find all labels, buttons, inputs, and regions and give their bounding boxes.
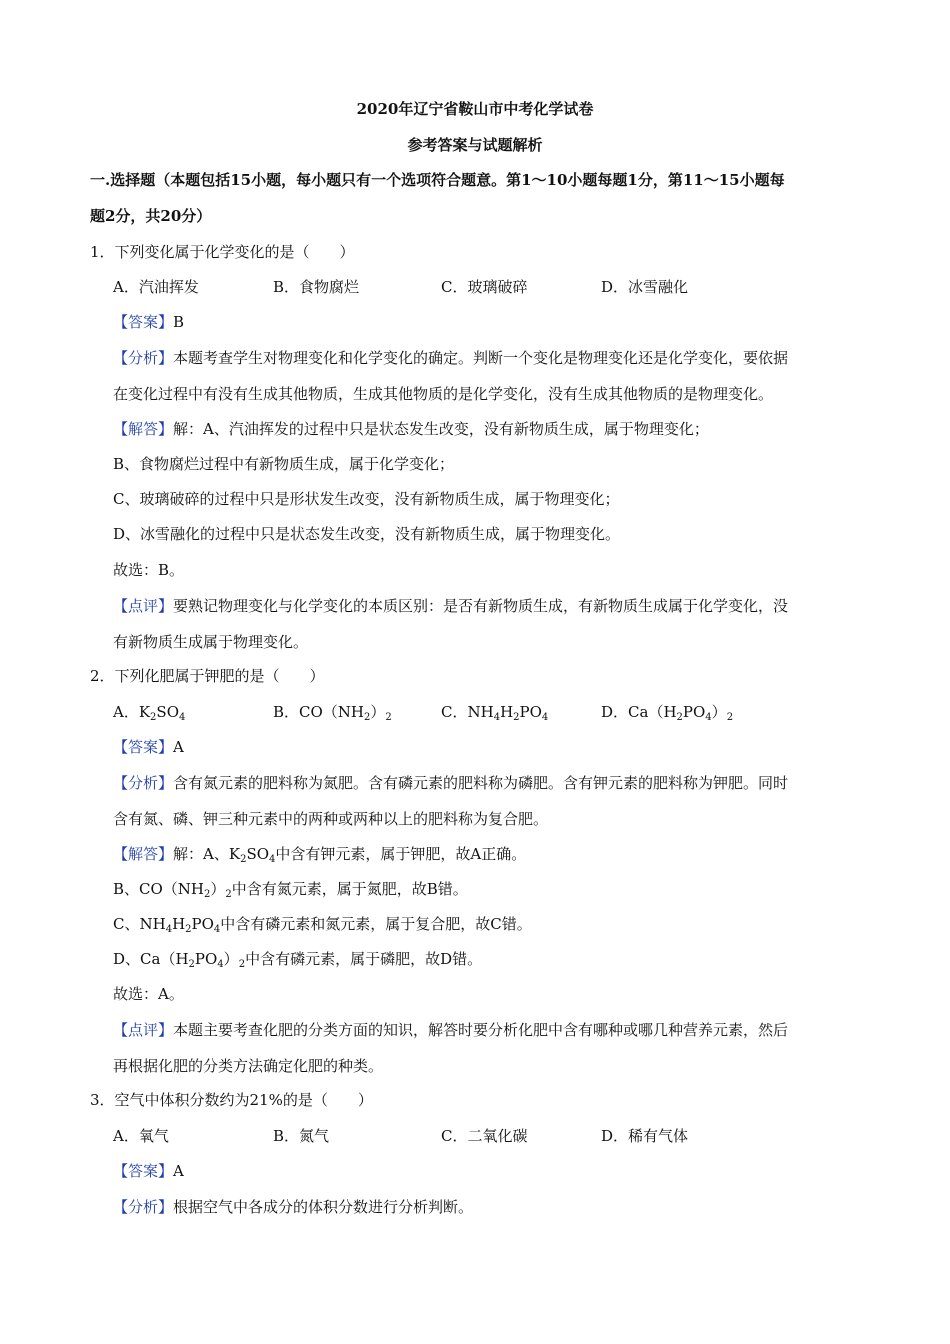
section-heading-line-2: 题2分，共20分） xyxy=(90,207,212,225)
q2-comment-text-1: 本题主要考查化肥的分类方面的知识，解答时要分析化肥中含有哪种或哪几种营养元素，然后 xyxy=(173,1021,789,1039)
analysis-tag: 【分析】 xyxy=(113,774,174,792)
q3-analysis-line-1 xyxy=(113,1197,473,1217)
q3-analysis-text-1: 根据空气中各成分的体积分数进行分析判断。 xyxy=(173,1198,474,1216)
q2-choice: 故选：A。 xyxy=(113,985,184,1003)
analysis-tag: 【分析】 xyxy=(113,1198,174,1216)
question-2-stem: 2．下列化肥属于钾肥的是（ ） xyxy=(90,667,325,685)
q3-option-a: A．氧气 xyxy=(113,1127,169,1145)
q1-option-b: B．食物腐烂 xyxy=(273,278,360,296)
q1-solution-line-3: C、玻璃破碎的过程中只是形状发生改变，没有新物质生成，属于物理变化； xyxy=(113,490,620,508)
q1-comment-text-1: 要熟记物理变化与化学变化的本质区别：是否有新物质生成，有新物质生成属于化学变化，没 xyxy=(173,597,789,615)
page-subtitle: 参考答案与试题解析 xyxy=(407,136,543,154)
q2-answer-value: A xyxy=(173,738,184,756)
q2-answer xyxy=(113,737,184,757)
q1-analysis-text-1: 本题考查学生对物理变化和化学变化的确定。判断一个变化是物理变化还是化学变化，要依据 xyxy=(173,349,789,367)
q2-analysis-text-1: 含有氮元素的肥料称为氮肥。含有磷元素的肥料称为磷肥。含有钾元素的肥料称为钾肥。同时 xyxy=(173,774,789,792)
q2-option-b: B．$CO(NH_2)_2$ xyxy=(273,703,392,723)
q2-analysis-line-2: 含有氮、磷、钾三种元素中的两种或两种以上的肥料称为复合肥。 xyxy=(113,810,549,828)
q1-solution-line-4: D、冰雪融化的过程中只是状态发生改变，没有新物质生成，属于物理变化。 xyxy=(113,525,621,543)
q1-option-d: D．冰雪融化 xyxy=(601,278,689,296)
solution-tag: 【解答】 xyxy=(113,420,174,438)
q1-analysis-line-1 xyxy=(113,348,788,368)
q1-option-c: C．玻璃破碎 xyxy=(441,278,528,296)
q2-solution-line-1: 【解答】解：A、$K_2SO_4$中含有钾元素，属于钾肥，故A正确。 xyxy=(113,845,527,865)
q3-answer-value: A xyxy=(173,1162,184,1180)
answer-tag: 【答案】 xyxy=(113,1162,174,1180)
answer-tag: 【答案】 xyxy=(113,738,174,756)
q1-comment-line-1 xyxy=(113,596,788,616)
answer-tag: 【答案】 xyxy=(113,313,174,331)
q2-comment-line-1 xyxy=(113,1020,788,1040)
q1-analysis-line-2: 在变化过程中有没有生成其他物质，生成其他物质的是化学变化，没有生成其他物质的是物理变化。 xyxy=(113,385,774,403)
q1-solution-line-2: B、食物腐烂过程中有新物质生成，属于化学变化； xyxy=(113,455,455,473)
q2-option-a: A．$K_2SO_4$ xyxy=(113,703,186,723)
q2-option-d: D．$Ca(H_2PO_4)_2$ xyxy=(601,703,734,723)
q2-comment-line-2: 再根据化肥的分类方法确定化肥的种类。 xyxy=(113,1057,384,1075)
q3-option-b: B．氮气 xyxy=(273,1127,330,1145)
q2-solution-line-2: B、$CO(NH_2)_2$中含有氮元素，属于氮肥，故B错。 xyxy=(113,880,468,900)
q3-option-c: C．二氧化碳 xyxy=(441,1127,528,1145)
q1-answer-value: B xyxy=(173,313,185,331)
comment-tag: 【点评】 xyxy=(113,597,174,615)
q2-solution-line-4: D、$Ca(H_2PO_4)_2$中含有磷元素，属于磷肥，故D错。 xyxy=(113,950,483,970)
q3-option-d: D．稀有气体 xyxy=(601,1127,689,1145)
q1-solution-line-1 xyxy=(113,419,709,439)
q1-answer xyxy=(113,312,184,332)
analysis-tag: 【分析】 xyxy=(113,349,174,367)
q1-comment-line-2: 有新物质生成属于物理变化。 xyxy=(113,633,309,651)
question-1-stem: 1．下列变化属于化学变化的是（ ） xyxy=(90,243,355,261)
q1-option-a: A．汽油挥发 xyxy=(113,278,199,296)
q1-solution-text-1: 解：A、汽油挥发的过程中只是状态发生改变，没有新物质生成，属于物理变化； xyxy=(173,420,709,438)
comment-tag: 【点评】 xyxy=(113,1021,174,1039)
q2-solution-line-3: C、$NH_4H_2PO_4$中含有磷元素和氮元素，属于复合肥，故C错。 xyxy=(113,915,532,935)
section-heading-line-1: 一.选择题（本题包括15小题，每小题只有一个选项符合题意。第1～10小题每题1分，第11～15小题每 xyxy=(90,171,785,189)
question-3-stem: 3．空气中体积分数约为21%的是（ ） xyxy=(90,1091,373,1109)
q2-analysis-line-1 xyxy=(113,773,788,793)
solution-tag: 【解答】 xyxy=(113,845,174,863)
q1-choice: 故选：B。 xyxy=(113,561,185,579)
q3-answer xyxy=(113,1161,184,1181)
page-title: 2020年辽宁省鞍山市中考化学试卷 xyxy=(356,100,594,118)
q2-option-c: C．$NH_4H_2PO_4$ xyxy=(441,703,549,723)
